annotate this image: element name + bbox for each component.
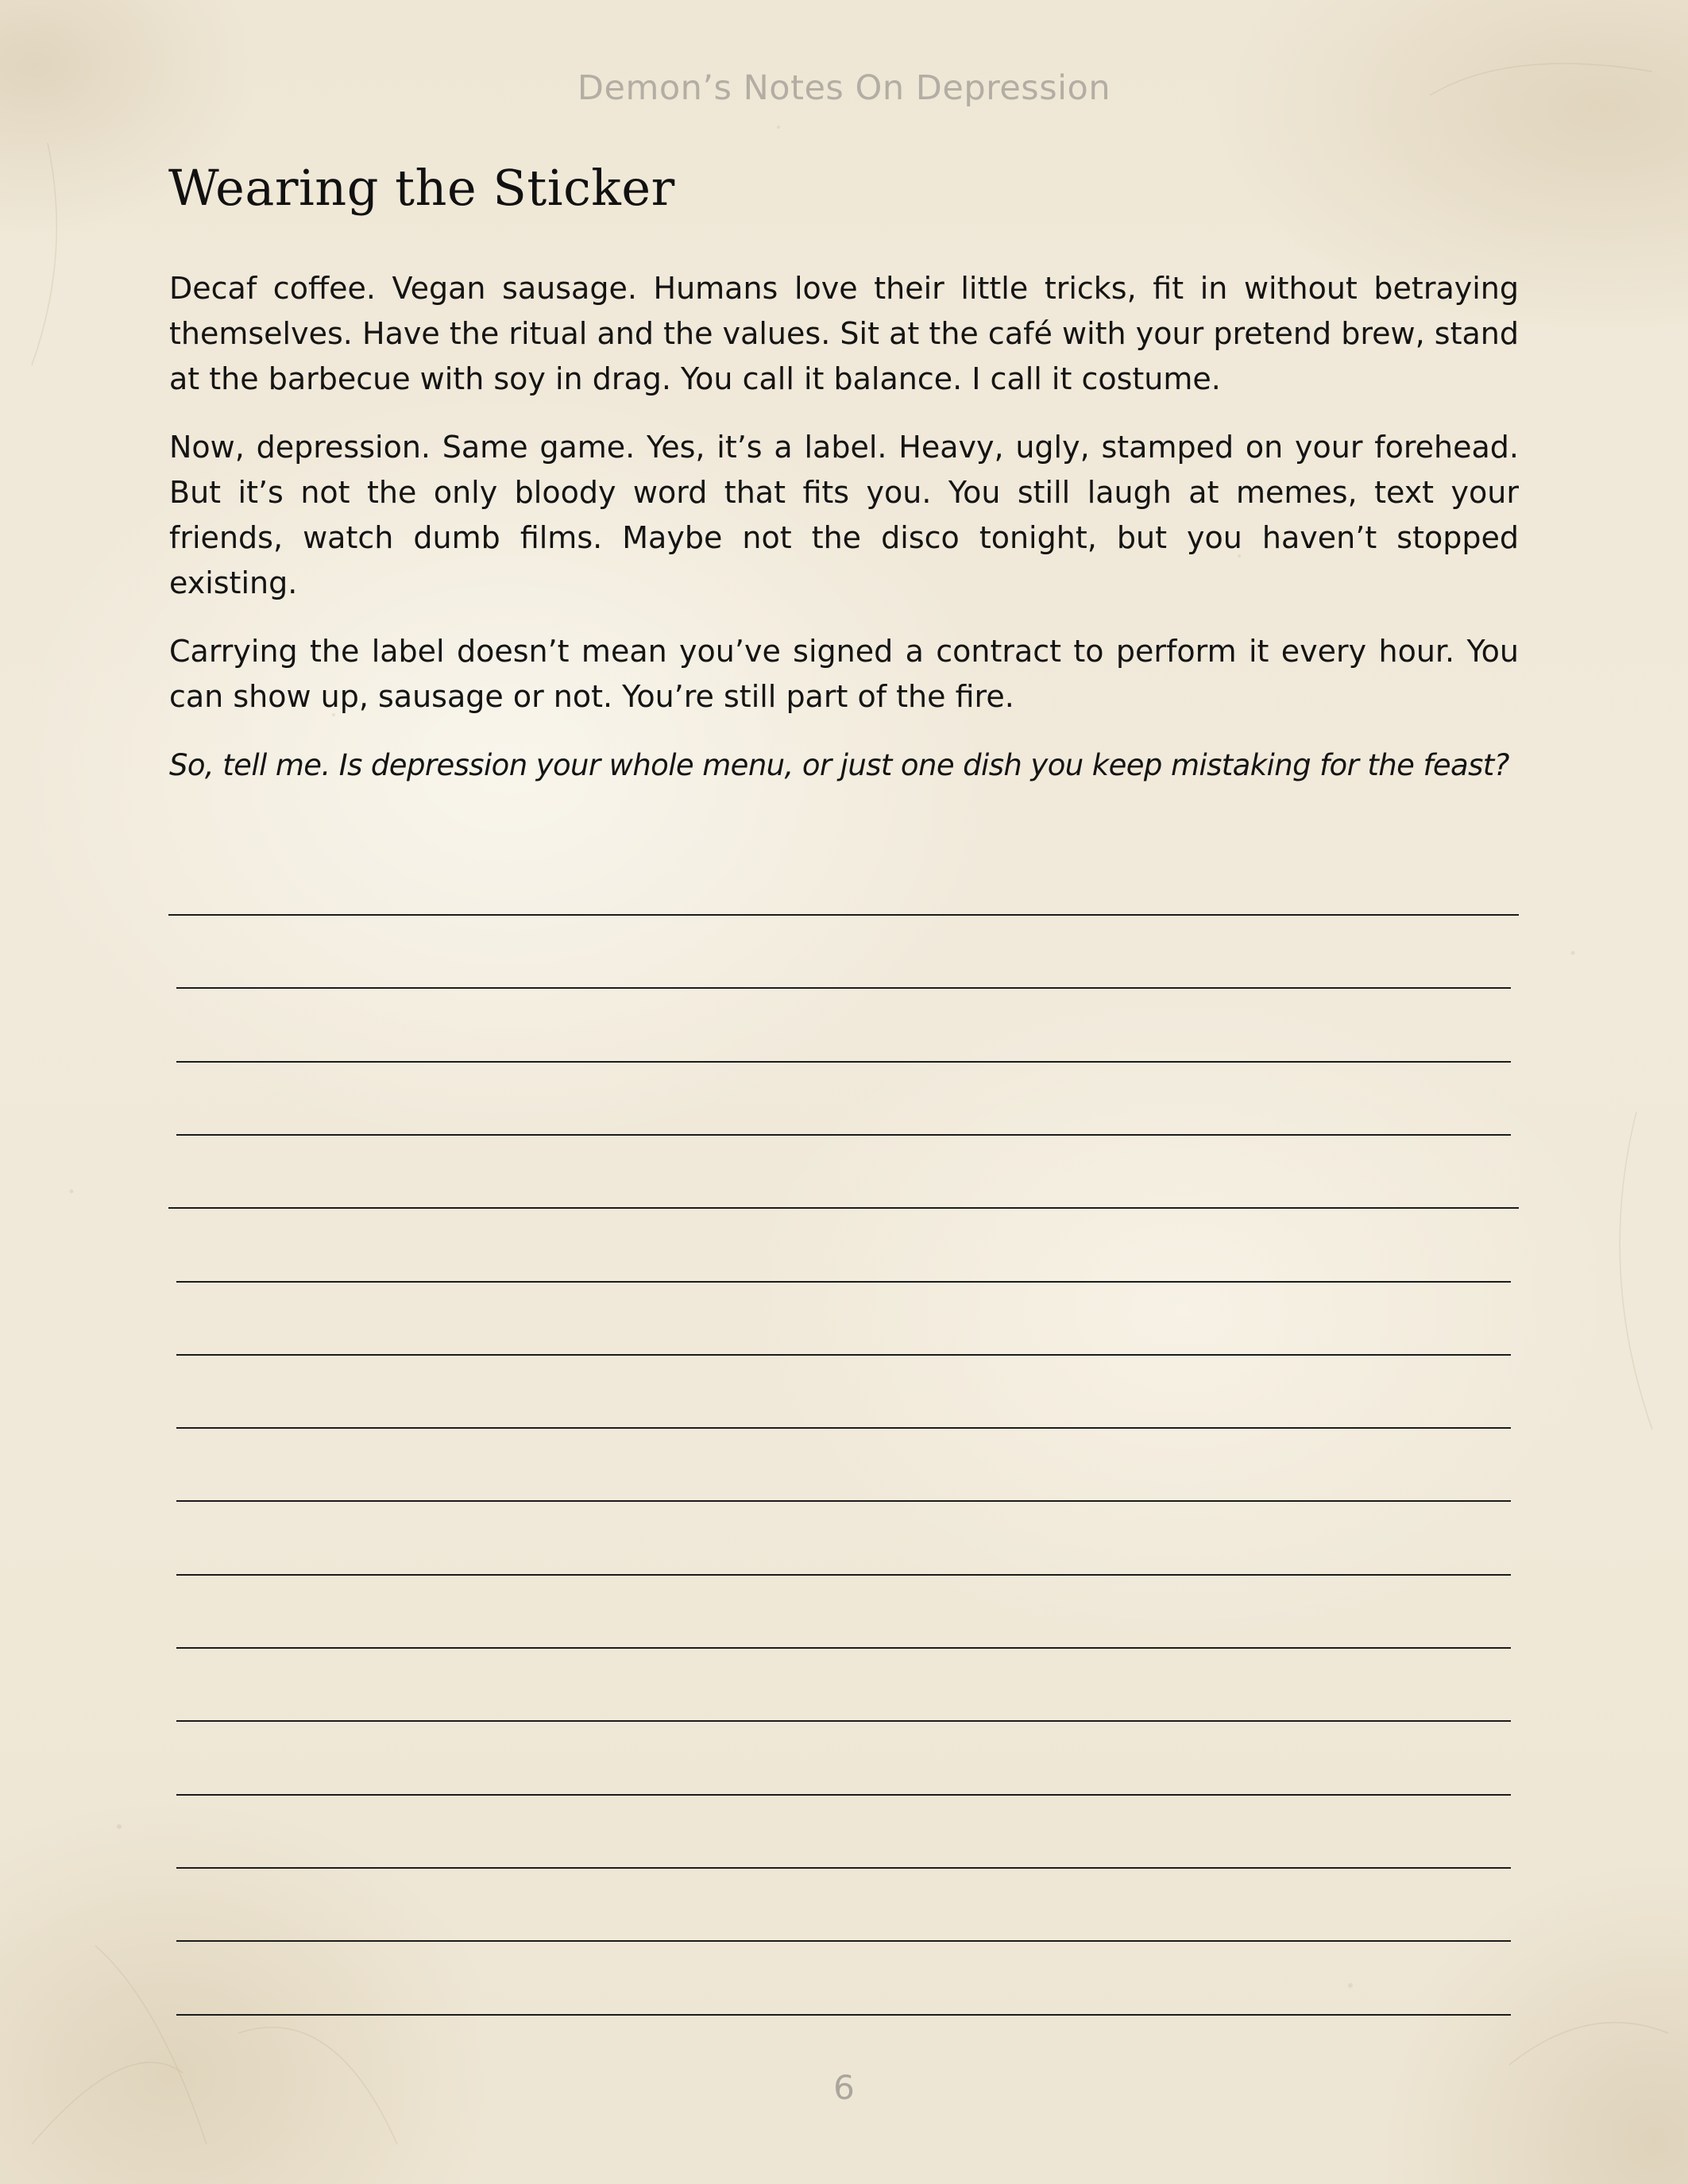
writing-line[interactable] [176,1647,1511,1649]
writing-line[interactable] [168,1207,1519,1209]
writing-line[interactable] [176,1281,1511,1283]
writing-line[interactable] [168,914,1519,916]
section-title: Wearing the Sticker [168,159,675,217]
running-header: Demon’s Notes On Depression [577,68,1111,108]
writing-line[interactable] [176,1354,1511,1356]
paragraph-2: Now, depression. Same game. Yes, it’s a label. Heavy, ugly, stamped on your forehead. But it’s not the only bloody word that fits you. You still laugh at memes, text your friends, watch dumb films. Maybe not the disco tonight, but you haven’t stopped existing. [169,430,1519,600]
writing-line[interactable] [176,1867,1511,1869]
writing-line[interactable] [176,1500,1511,1502]
reflection-question: So, tell me. Is depression your whole menu, or just one dish you keep mistaking for the feast? [169,748,1509,782]
writing-line[interactable] [176,1134,1511,1136]
writing-line[interactable] [176,1720,1511,1722]
page-number: 6 [833,2068,855,2107]
paragraph-3: Carrying the label doesn’t mean you’ve signed a contract to perform it every hour. You can show up, sausage or not. You’re still part of the fire. [169,634,1519,714]
writing-line[interactable] [176,2014,1511,2016]
writing-line[interactable] [176,1061,1511,1063]
paragraph-1: Decaf coffee. Vegan sausage. Humans love their little tricks, fit in without betraying themselves. Have the ritual and the values. Sit at the café with your pretend brew, stand at the barbecue with soy in drag. You call it balance. I call it costume. [169,271,1519,396]
writing-line[interactable] [176,1574,1511,1576]
writing-line[interactable] [176,1427,1511,1429]
writing-line[interactable] [176,1940,1511,1942]
writing-line[interactable] [176,987,1511,989]
writing-line[interactable] [176,1794,1511,1796]
